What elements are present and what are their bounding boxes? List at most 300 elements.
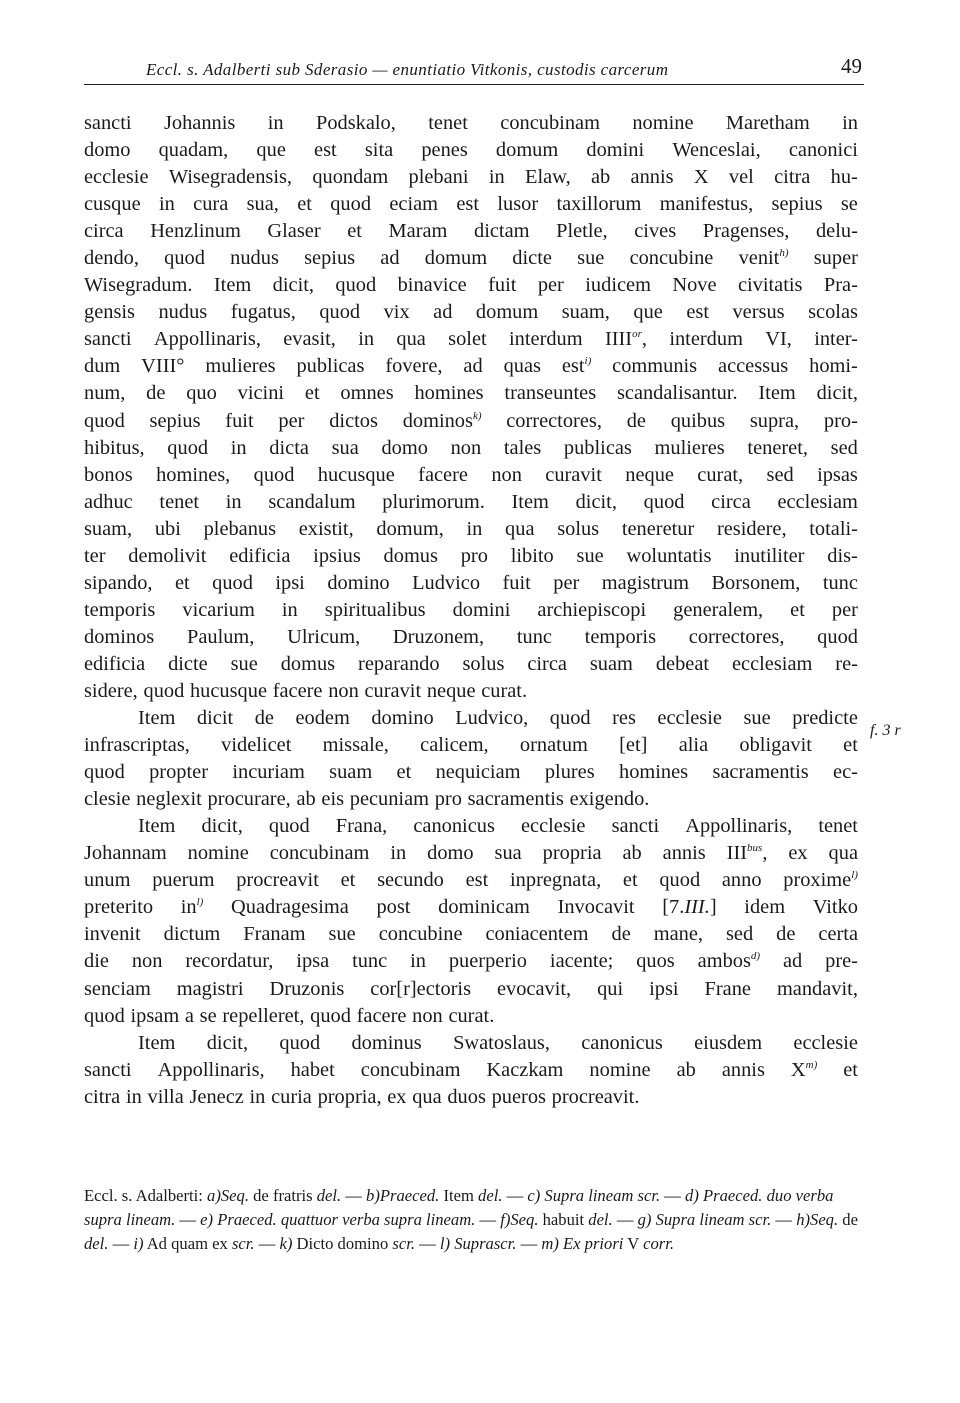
- word: ipsam: [130, 1004, 180, 1027]
- word: obligavit: [739, 734, 812, 757]
- word: eis: [321, 788, 345, 811]
- word: Ulricum,: [287, 625, 361, 648]
- word: domo: [381, 436, 428, 459]
- word: in: [125, 1085, 142, 1108]
- word: repelleret,: [222, 1004, 305, 1027]
- word: est: [686, 301, 709, 324]
- word: concubine: [378, 923, 463, 946]
- word: sed: [766, 463, 794, 486]
- word: die: [84, 950, 109, 973]
- word: tunc: [352, 950, 388, 973]
- word: communis: [612, 355, 698, 378]
- word: domum: [424, 247, 488, 270]
- word: de: [626, 409, 646, 432]
- word: sue: [743, 707, 771, 730]
- word: annis: [662, 842, 706, 865]
- word: edificia: [84, 652, 146, 675]
- word: et: [622, 869, 638, 892]
- word: homi-: [809, 355, 858, 378]
- word: hucusque: [317, 463, 395, 486]
- word: Quadragesima: [231, 896, 349, 919]
- word: in: [466, 517, 483, 540]
- word: cusque: [84, 193, 141, 216]
- word: Wisegradensis,: [168, 166, 293, 189]
- word: woluntatis: [626, 544, 712, 567]
- word: fuit: [225, 409, 254, 432]
- text-line: [84, 299, 858, 326]
- word: in: [842, 112, 858, 134]
- word: [7.III.]: [662, 896, 717, 919]
- apparatus-entry: m) Ex priori V corr.: [541, 1234, 674, 1253]
- word: certa: [818, 923, 858, 946]
- word: vel: [728, 166, 754, 189]
- word: domus: [383, 544, 438, 567]
- word: venit$^{h)}$: [738, 247, 789, 270]
- word: procurare,: [207, 788, 291, 811]
- text-line: [84, 218, 858, 245]
- word: exigendo.: [569, 788, 650, 811]
- word: circa: [711, 490, 751, 513]
- text-line: [84, 462, 858, 489]
- text-line: [84, 705, 858, 732]
- text-line: [84, 137, 858, 164]
- word: non: [412, 1004, 443, 1027]
- word: Pragenses,: [702, 220, 790, 243]
- word: villa: [147, 1085, 184, 1108]
- word: sancti: [84, 328, 132, 351]
- word: secundo: [377, 869, 444, 892]
- word: sue: [577, 247, 605, 270]
- text-line: [84, 191, 858, 218]
- word: dicte: [512, 247, 552, 270]
- word: ter: [84, 544, 106, 567]
- word: quod: [330, 193, 372, 216]
- word: in: [267, 112, 284, 134]
- word: dominos: [84, 625, 155, 648]
- word: est: [314, 139, 337, 162]
- word: non: [328, 679, 359, 702]
- word: quod: [253, 463, 295, 486]
- word: demolivit: [128, 544, 207, 567]
- word: correctores,: [688, 625, 785, 648]
- text-line: [84, 1003, 858, 1030]
- word: $in^{l)}$: [180, 896, 204, 919]
- word: temporis: [84, 598, 156, 621]
- word: iacente;: [549, 950, 614, 973]
- apparatus-entry: k) Dicto domino scr. —: [279, 1234, 436, 1253]
- word: in: [225, 490, 242, 513]
- word: sepius: [149, 409, 201, 432]
- word: suam: [589, 652, 633, 675]
- word: dicit: [196, 707, 234, 730]
- word: ad: [463, 355, 483, 378]
- word: sipando,: [84, 571, 153, 594]
- word: citra: [774, 166, 811, 189]
- text-line: [84, 624, 858, 651]
- word: quod: [84, 409, 125, 432]
- word: Item: [213, 274, 252, 297]
- word: neque: [426, 679, 476, 702]
- apparatus-entry: g) Supra lineam scr. —: [637, 1210, 793, 1229]
- word: pro-: [823, 409, 858, 432]
- word: non: [450, 436, 482, 459]
- apparatus-entry: i) Ad quam ex scr. —: [133, 1234, 276, 1253]
- word: ex: [788, 842, 808, 865]
- word: canonici: [788, 139, 858, 162]
- word: magistri: [176, 977, 244, 1000]
- word: Nove: [672, 274, 717, 297]
- word: fovere,: [385, 355, 443, 378]
- word: sue: [328, 923, 356, 946]
- word: senciam: [84, 977, 151, 1000]
- text-line: [84, 597, 858, 624]
- word: Elaw,: [525, 166, 571, 189]
- word: curat.: [481, 679, 528, 702]
- word: dominicam: [438, 896, 530, 919]
- word: sita: [364, 139, 394, 162]
- word: citra: [84, 1085, 121, 1108]
- word: dictum: [163, 923, 221, 946]
- footnote-mark: l): [196, 896, 204, 909]
- footnote-mark: h): [779, 247, 789, 260]
- word: et: [396, 761, 412, 784]
- text-line: [84, 380, 858, 407]
- word: re-: [835, 652, 858, 675]
- text-line: [84, 651, 858, 678]
- word: canonicus: [413, 815, 495, 838]
- word: post: [376, 896, 411, 919]
- word: pro: [460, 544, 488, 567]
- word: sue: [230, 652, 258, 675]
- word: canonicus: [581, 1031, 663, 1054]
- word: qua: [412, 1085, 442, 1108]
- word: quod: [212, 571, 253, 594]
- text-line: [84, 867, 858, 894]
- word: curia: [271, 1085, 312, 1108]
- word: curavit: [364, 679, 422, 702]
- word: quod: [549, 707, 591, 730]
- footnote-mark: i): [584, 355, 592, 368]
- word: Druzonis: [269, 977, 345, 1000]
- word: pre-: [825, 950, 858, 973]
- word: annis: [630, 166, 674, 189]
- word: Maram: [388, 220, 448, 243]
- word: sua,: [246, 193, 279, 216]
- word: Item: [758, 382, 796, 405]
- word: tenet: [428, 112, 468, 134]
- word: Podskalo,: [315, 112, 396, 134]
- word: ubi: [154, 517, 181, 540]
- word: circa: [527, 652, 567, 675]
- word: bonos: [84, 463, 133, 486]
- word: curat.: [448, 1004, 495, 1027]
- word: invenit: [84, 923, 141, 946]
- word: Borsonem,: [711, 571, 801, 594]
- word: concubinam: [269, 842, 370, 865]
- word: accessus: [718, 355, 789, 378]
- word: eodem: [295, 707, 350, 730]
- word: temporis: [584, 625, 657, 648]
- apparatus-entry: c) Supra lineam scr. —: [527, 1186, 681, 1205]
- word: ipsi: [649, 977, 679, 1000]
- word: fuit: [488, 274, 517, 297]
- word: quas: [503, 355, 541, 378]
- word: domino: [327, 571, 390, 594]
- word: sacramentis: [467, 788, 564, 811]
- word: quod: [659, 869, 701, 892]
- word: et: [297, 193, 312, 216]
- word: ec-: [833, 761, 858, 784]
- word: qua: [505, 517, 535, 540]
- word: solet: [448, 328, 487, 351]
- page-number: 49: [841, 54, 862, 78]
- word: Appollinaris,: [153, 328, 261, 351]
- word: Item: [138, 815, 176, 838]
- word: est: [465, 869, 489, 892]
- text-line: [84, 786, 858, 813]
- word: sancti: [611, 815, 660, 838]
- word: suam,: [84, 517, 133, 540]
- text-line: [84, 921, 858, 948]
- word: homines: [619, 761, 689, 784]
- text-line: [84, 759, 858, 786]
- word: quod: [335, 274, 377, 297]
- word: ab: [676, 1058, 696, 1081]
- word: domo: [427, 842, 474, 865]
- word: neque: [625, 463, 674, 486]
- word: quod: [643, 490, 685, 513]
- word: nudus: [158, 301, 208, 324]
- word: dicte: [168, 652, 208, 675]
- word: se: [199, 1004, 217, 1027]
- apparatus-entry: e) Praeced. quattuor verba supra lineam. —: [200, 1210, 497, 1229]
- word: quod: [817, 625, 858, 648]
- word: magistrum: [601, 571, 689, 594]
- word: a: [184, 1004, 194, 1027]
- word: Frane: [704, 977, 751, 1000]
- word: plebanus: [203, 517, 277, 540]
- word: teneretur: [621, 517, 695, 540]
- word: Pletle,: [556, 220, 608, 243]
- word: propria,: [317, 1085, 382, 1108]
- word: neglexit: [136, 788, 202, 811]
- word: quod: [268, 815, 310, 838]
- word: ipsas: [817, 463, 858, 486]
- word: qua: [396, 328, 426, 351]
- word: fuit: [502, 571, 531, 594]
- word: taxillorum: [556, 193, 642, 216]
- word: edificia: [229, 544, 291, 567]
- word: per: [831, 598, 858, 621]
- text-line: [84, 408, 858, 435]
- word: non: [131, 950, 163, 973]
- word: dictos: [329, 409, 378, 432]
- word: dictam: [474, 220, 530, 243]
- word: suam: [329, 761, 373, 784]
- word: Item: [511, 490, 549, 513]
- word: sancti: [84, 1058, 132, 1081]
- word: super: [813, 247, 858, 270]
- word: ab: [622, 842, 642, 865]
- word: mulieres: [654, 436, 725, 459]
- text-line: [84, 164, 858, 191]
- word: ad: [782, 950, 803, 973]
- word: interdum: [669, 328, 743, 351]
- word: [et]: [619, 734, 648, 757]
- word: $X^{m)}$: [790, 1058, 818, 1081]
- word: puerum: [152, 869, 215, 892]
- word: sua: [331, 436, 359, 459]
- word: res: [612, 707, 636, 730]
- main-text: [84, 110, 858, 1111]
- word: recordatur,: [185, 950, 274, 973]
- word: procreavit: [236, 869, 319, 892]
- word: plurimorum.: [382, 490, 485, 513]
- word: evocavit,: [496, 977, 572, 1000]
- word: residere,: [716, 517, 787, 540]
- word: de: [611, 923, 631, 946]
- word: quod: [143, 679, 185, 702]
- word: per: [278, 409, 305, 432]
- text-line: [84, 732, 858, 759]
- word: nudus: [230, 247, 279, 270]
- text-line: [84, 1084, 858, 1111]
- word: puerperio: [448, 950, 527, 973]
- word: ab: [296, 788, 316, 811]
- word: eciam: [389, 193, 439, 216]
- word: dicit,: [201, 815, 243, 838]
- word: dendo,: [84, 247, 139, 270]
- word: quod: [84, 1004, 125, 1027]
- word: publicas: [296, 355, 365, 378]
- word: per: [537, 274, 564, 297]
- word: in: [410, 950, 426, 973]
- word: Kaczkam: [486, 1058, 564, 1081]
- word: tenet: [159, 490, 200, 513]
- footnote-mark: bus: [747, 842, 763, 855]
- word: in: [249, 1085, 266, 1108]
- word: dominos$^{k)}$: [402, 409, 482, 432]
- word: penes: [421, 139, 468, 162]
- word: hu-: [830, 166, 858, 189]
- word: homines,: [156, 463, 231, 486]
- apparatus-entry: d) Praeced. duo verba supra lineam. —: [84, 1186, 834, 1229]
- word: homines: [414, 382, 484, 405]
- word: concubinam: [360, 1058, 461, 1081]
- word: ecclesiam: [777, 490, 858, 513]
- word: domo: [84, 139, 131, 162]
- text-line: [84, 570, 858, 597]
- word: que: [633, 301, 663, 324]
- running-title: Eccl. s. Adalberti sub Sderasio — enuntiatio Vitkonis, custodis carcerum: [146, 60, 669, 79]
- word: ecclesie: [793, 1031, 858, 1054]
- word: quod: [319, 301, 361, 324]
- word: existit,: [298, 517, 354, 540]
- word: domino: [371, 707, 434, 730]
- word: quibus: [670, 409, 726, 432]
- word: Henzlinum: [150, 220, 241, 243]
- word: est$^{i)}$: [561, 355, 592, 378]
- word: dicit,: [816, 382, 858, 405]
- footnote-mark: or: [632, 328, 642, 341]
- word: dicit,: [206, 1031, 249, 1054]
- word: qui: [597, 977, 624, 1000]
- word: quos: [636, 950, 675, 973]
- word: ipsius: [313, 544, 361, 567]
- word: ecclesie: [520, 815, 586, 838]
- word: correctores,: [506, 409, 602, 432]
- word: manifestus,: [659, 193, 754, 216]
- word: quod: [167, 436, 209, 459]
- word: sacramentis: [712, 761, 809, 784]
- word: dis-: [827, 544, 858, 567]
- word: Wisegradum.: [84, 274, 193, 297]
- running-header: [84, 54, 864, 85]
- word: suam,: [561, 301, 610, 324]
- word: et: [843, 1058, 858, 1081]
- word: in: [390, 842, 407, 865]
- text-line: [84, 489, 858, 516]
- word: incuriam: [232, 761, 305, 784]
- footnote-mark: m): [805, 1058, 818, 1071]
- word: duos: [447, 1085, 486, 1108]
- word: domini: [586, 139, 645, 162]
- word: et: [304, 382, 320, 405]
- word: annis: [721, 1058, 765, 1081]
- word: domum: [495, 139, 559, 162]
- word: $IIII^{or}$,: [604, 328, 647, 351]
- word: Frana,: [335, 815, 388, 838]
- word: procreavit.: [551, 1085, 640, 1108]
- word: ad: [433, 301, 453, 324]
- word: ad: [380, 247, 400, 270]
- word: dominus: [351, 1031, 422, 1054]
- word: domus: [280, 652, 336, 675]
- word: in: [358, 328, 375, 351]
- text-line: [84, 326, 858, 353]
- word: Pra-: [823, 274, 858, 297]
- word: adhuc: [84, 490, 133, 513]
- word: in: [281, 598, 298, 621]
- word: ipsi: [275, 571, 305, 594]
- text-line: [84, 813, 858, 840]
- word: Druzonem,: [392, 625, 485, 648]
- word: dum: [84, 355, 121, 378]
- word: Ludvico,: [455, 707, 529, 730]
- word: Wenceslai,: [672, 139, 761, 162]
- word: solus: [557, 517, 600, 540]
- word: nomine: [589, 1058, 651, 1081]
- word: quod: [279, 1031, 321, 1054]
- apparatus-intro: Eccl. s. Adalberti:: [84, 1186, 203, 1205]
- word: cives: [634, 220, 677, 243]
- word: curat,: [697, 463, 744, 486]
- text-line: [84, 353, 858, 380]
- word: Jenecz: [189, 1085, 244, 1108]
- text-line: [84, 948, 858, 975]
- word: $III^{bus}$,: [726, 842, 768, 865]
- text-line: [84, 110, 858, 137]
- word: inter-: [814, 328, 858, 351]
- word: Maretham: [725, 112, 810, 134]
- word: proxime$^{l)}$: [783, 869, 858, 892]
- word: inutiliter: [734, 544, 805, 567]
- word: inpregnata,: [510, 869, 602, 892]
- word: clesie: [84, 788, 131, 811]
- word: ipsa: [296, 950, 330, 973]
- word: qua: [828, 842, 858, 865]
- word: et: [340, 869, 356, 892]
